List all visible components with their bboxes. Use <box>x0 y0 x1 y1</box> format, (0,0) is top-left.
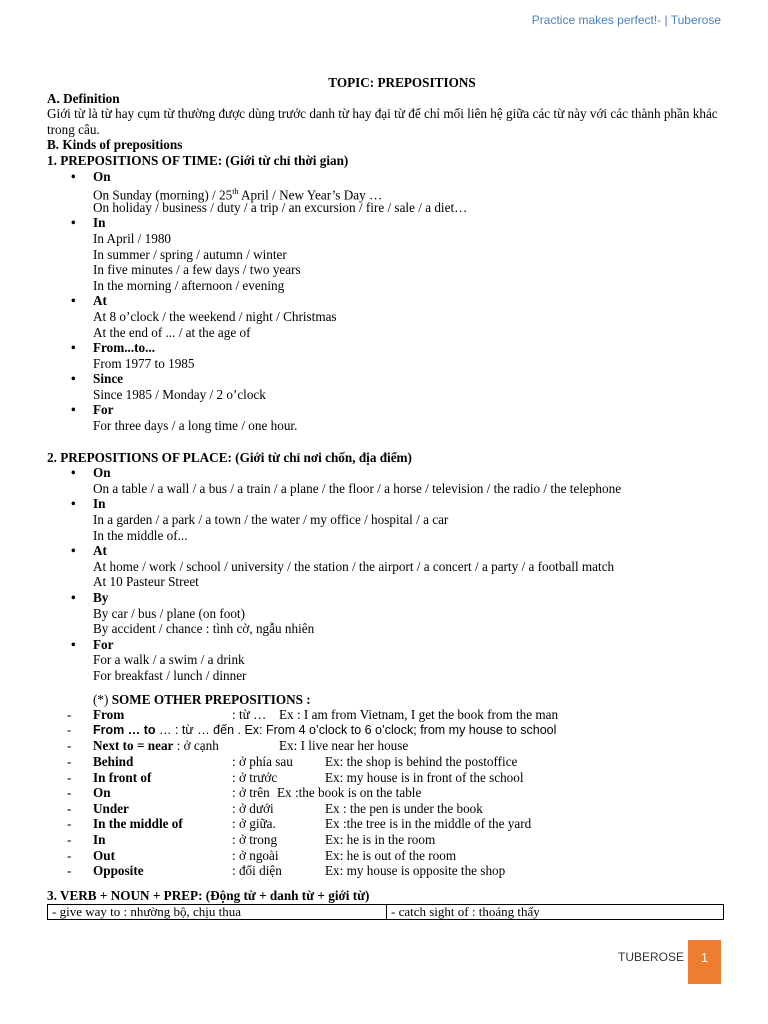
bullet-icon: • <box>71 371 76 387</box>
list-item: - Out : ở ngoài Ex: he is out of the room <box>67 847 457 863</box>
time-in-line: In the morning / afternoon / evening <box>93 277 285 293</box>
place-at-line: At 10 Pasteur Street <box>93 574 199 590</box>
other-heading: (*) SOME OTHER PREPOSITIONS : <box>93 691 311 707</box>
time-in-line: In summer / spring / autumn / winter <box>93 246 287 262</box>
bullet-icon: • <box>71 543 76 559</box>
bullet-icon: • <box>71 168 76 184</box>
place-for-line: For breakfast / lunch / dinner <box>93 667 247 683</box>
list-item: - Opposite : đối diện Ex: my house is opposite the shop <box>67 863 506 879</box>
kinds-heading: B. Kinds of prepositions <box>47 137 183 153</box>
time-in-label: • In <box>71 215 106 231</box>
page-number-badge <box>688 940 721 984</box>
place-at-line: At home / work / school / university / the station / the airport / a concert / a party / a football match <box>93 558 615 574</box>
place-in-label: • In <box>71 496 106 512</box>
bullet-icon: • <box>71 402 76 418</box>
time-at-label: • At <box>71 293 107 309</box>
bullet-icon: • <box>71 496 76 512</box>
place-by-label: • By <box>71 590 109 605</box>
page-title: TOPIC: PREPOSITIONS <box>328 75 476 90</box>
time-fromto-label: • From...to... <box>71 340 156 356</box>
place-at-label: • At <box>71 543 107 559</box>
place-for-line: For a walk / a swim / a drink <box>93 652 245 668</box>
place-heading: 2. PREPOSITIONS OF PLACE: (Giới từ chỉ nơi chốn, địa điểm) <box>47 449 412 465</box>
document-body <box>47 75 727 920</box>
list-item: - In the middle of : ở giữa. Ex :the tree is in the middle of the yard <box>67 816 532 832</box>
footer-label: TUBEROSE <box>618 950 685 964</box>
bullet-icon: • <box>71 465 76 481</box>
time-fromto-line: From 1977 to 1985 <box>93 355 195 371</box>
list-item: - From : từ … Ex : I am from Vietnam, I get the book from the man <box>67 707 559 723</box>
place-in-line: In a garden / a park / a town / the water / my office / hospital / a car <box>93 512 449 528</box>
list-item: - In : ở trong Ex: he is in the room <box>67 831 436 847</box>
time-in-line: In April / 1980 <box>93 230 172 246</box>
table-row <box>48 905 724 920</box>
vnp-heading: 3. VERB + NOUN + PREP: (Động từ + danh từ + giới từ) <box>47 887 370 903</box>
time-at-line: At the end of ... / at the age of <box>93 324 251 340</box>
bullet-icon: • <box>71 293 76 309</box>
page-number: 1 <box>700 950 709 965</box>
bullet-icon: • <box>71 215 76 231</box>
definition-heading: A. Definition <box>47 90 120 106</box>
table-cell: - give way to : nhường bộ, chịu thua <box>48 905 387 920</box>
place-by-line: By accident / chance : tình cờ, ngẫu nhiên <box>93 621 315 637</box>
time-since-line: Since 1985 / Monday / 2 o’clock <box>93 386 266 402</box>
time-on-line: On holiday / business / duty / a trip / an excursion / fire / sale / a diet… <box>93 199 468 215</box>
header-text: Practice makes perfect!- | Tuberose <box>531 13 721 27</box>
time-heading: 1. PREPOSITIONS OF TIME: (Giới từ chỉ thời gian) <box>47 152 349 168</box>
bullet-icon: • <box>71 590 76 605</box>
list-item: - On : ở trên Ex :the book is on the table <box>67 785 422 801</box>
list-item: - In front of : ở trước Ex: my house is in front of the school <box>67 769 524 785</box>
time-at-line: At 8 o’clock / the weekend / night / Christmas <box>93 308 337 324</box>
list-item: - From … to … : từ … đến . Ex: From 4 o’clock to 6 o’clock; from my house to school <box>67 722 557 737</box>
bullet-icon: • <box>71 636 76 652</box>
time-on-line: On Sunday (morning) / 25th April / New Year’s Day … <box>93 187 383 203</box>
table-cell: - catch sight of : thoáng thấy <box>387 905 724 920</box>
place-on-line: On a table / a wall / a bus / a train / a plane / the floor / a horse / television / the radio / the telephone <box>93 480 622 496</box>
list-item: - Under : ở dưới Ex : the pen is under the book <box>67 800 483 816</box>
list-item: - Behind : ở phía sau Ex: the shop is behind the postoffice <box>67 753 518 769</box>
list-item: - Next to = near : ở cạnh Ex: I live near her house <box>67 738 409 754</box>
vnp-table <box>47 904 724 920</box>
place-on-label: • On <box>71 465 111 481</box>
place-for-label: • For <box>71 636 114 652</box>
time-in-line: In five minutes / a few days / two years <box>93 262 301 278</box>
bullet-icon: • <box>71 340 76 356</box>
definition-text: Giới từ là từ hay cụm từ thường được dùng trước danh từ hay đại từ để chỉ mối liên hệ giữa các từ này với các thành phần khác trong câu. <box>47 106 718 137</box>
place-in-line: In the middle of... <box>93 527 188 543</box>
time-since-label: • Since <box>71 371 124 387</box>
time-on-label: • On <box>71 168 111 184</box>
time-for-line: For three days / a long time / one hour. <box>93 418 298 434</box>
time-for-label: • For <box>71 402 114 418</box>
place-by-line: By car / bus / plane (on foot) <box>93 605 245 621</box>
